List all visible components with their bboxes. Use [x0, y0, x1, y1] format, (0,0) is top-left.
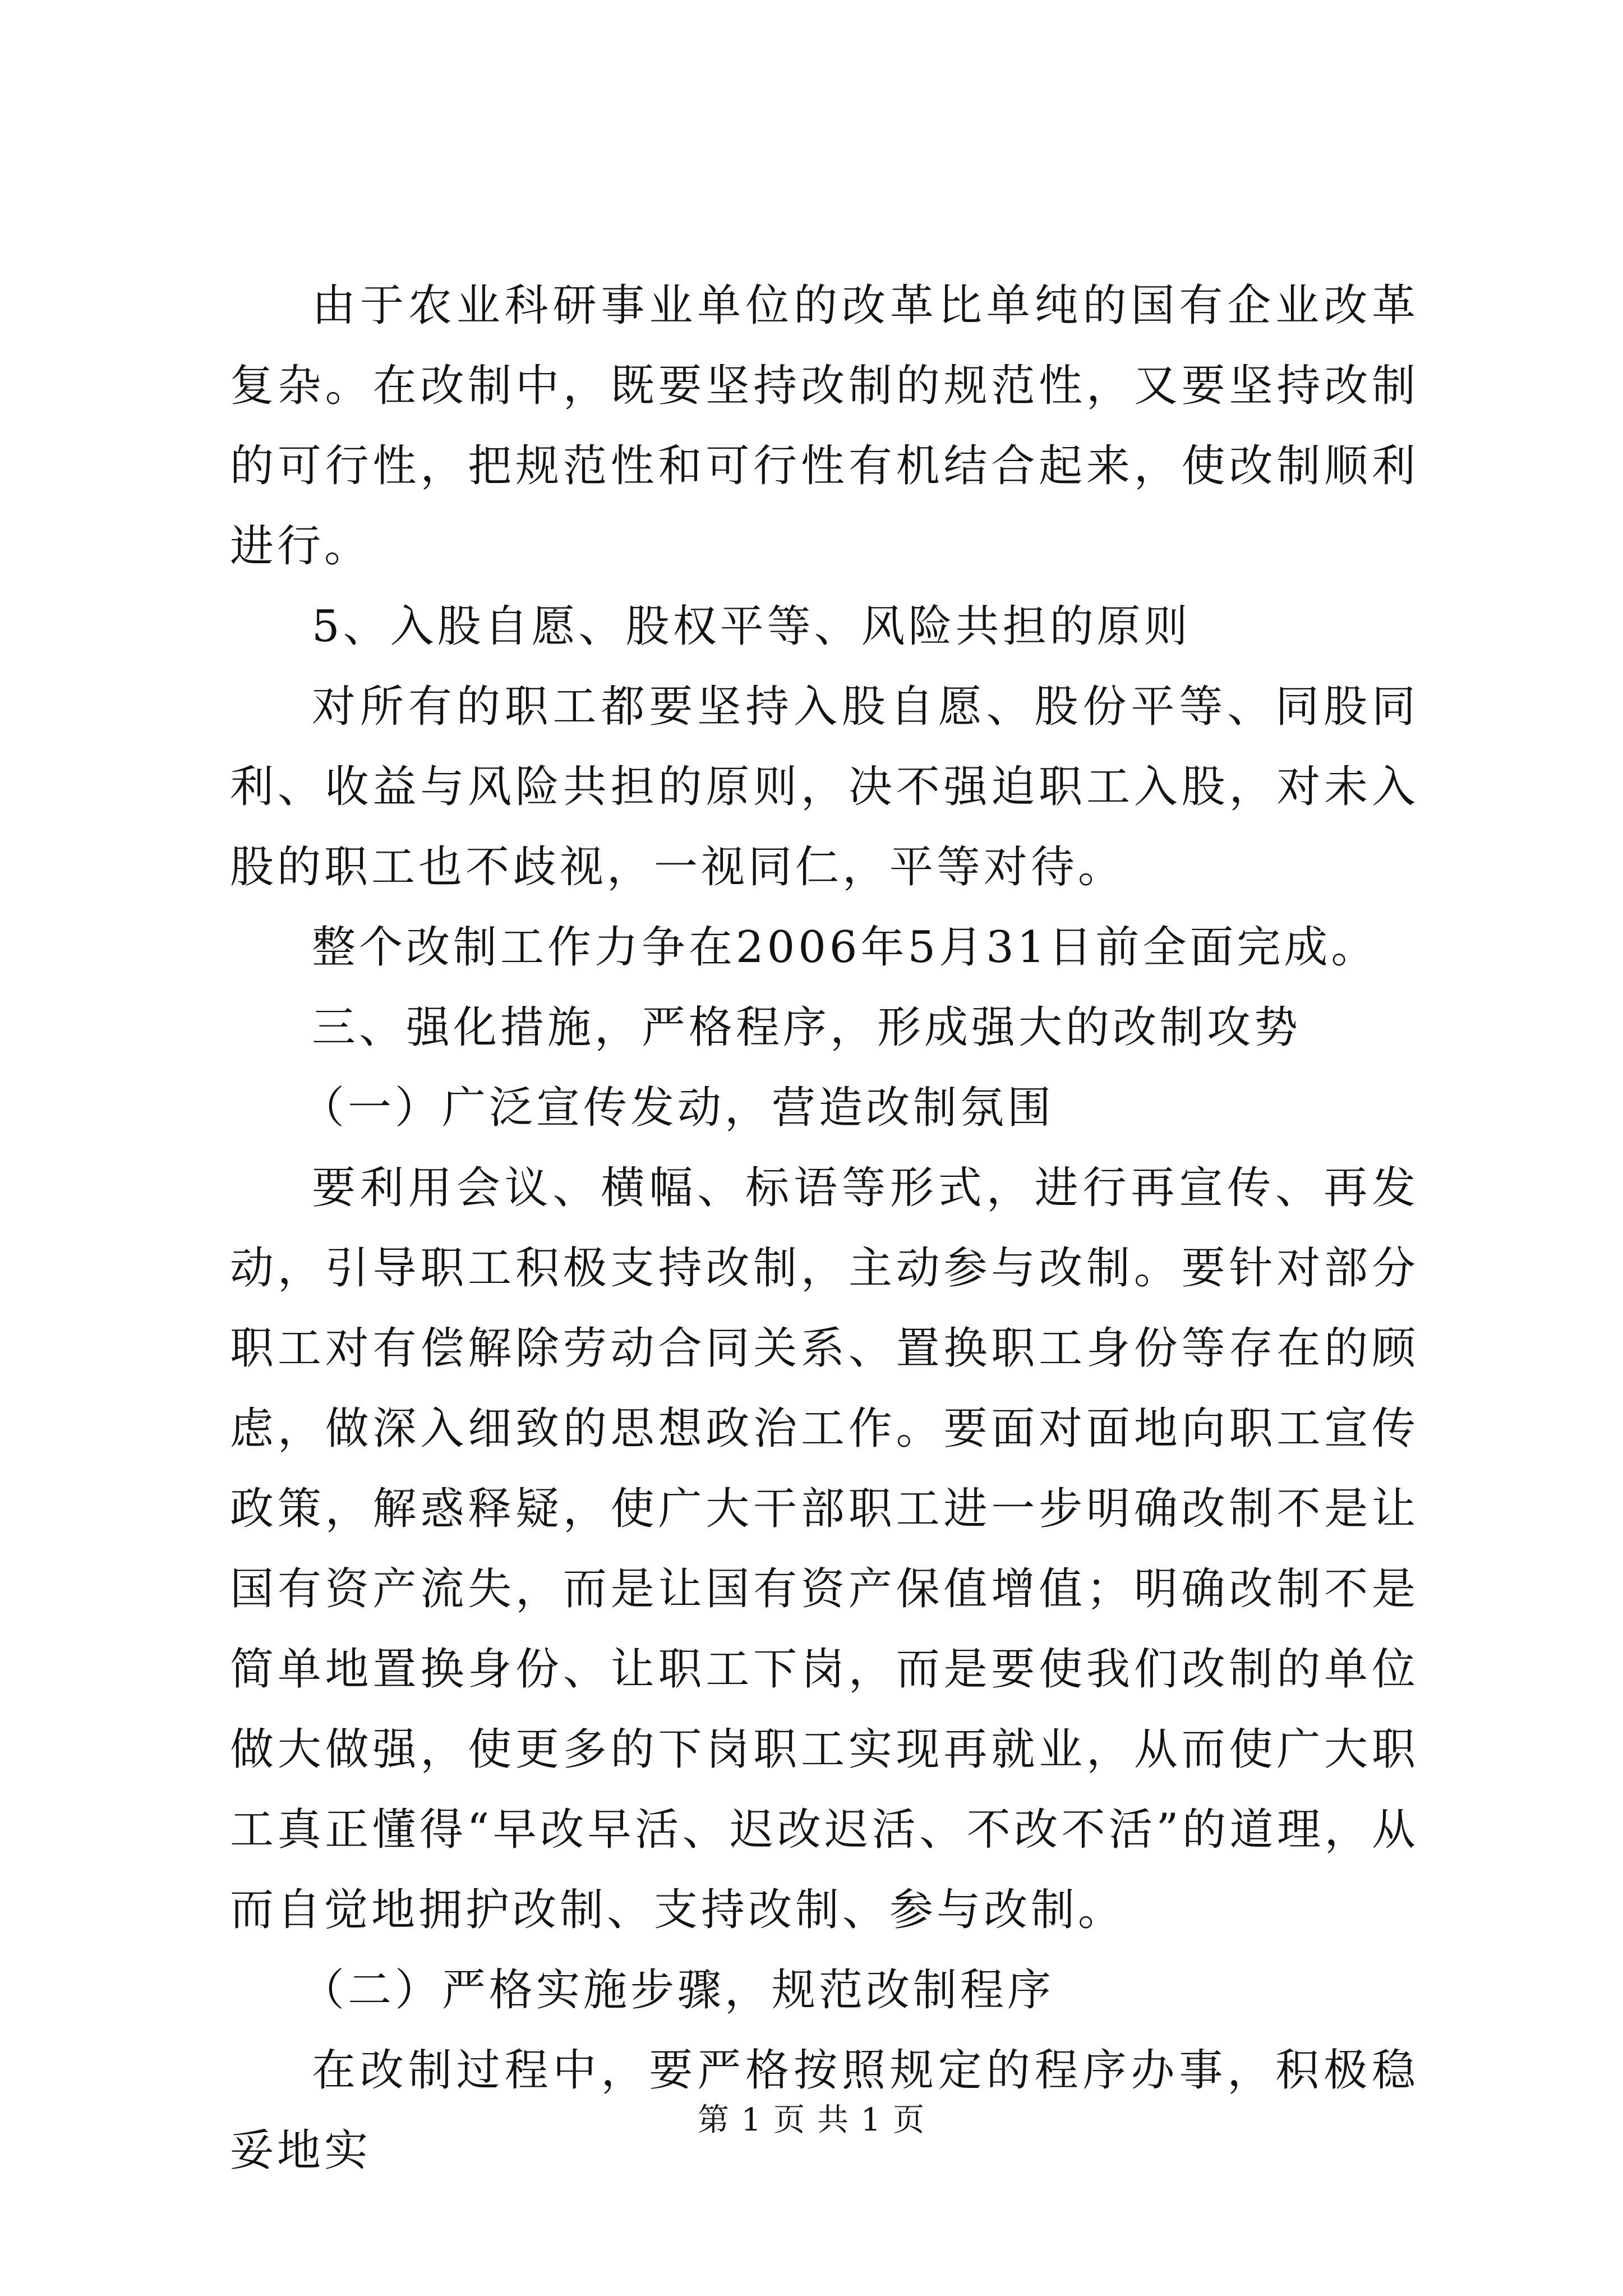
paragraph-voluntary-shares: 对所有的职工都要坚持入股自愿、股份平等、同股同利、收益与风险共担的原则，决不强迫职工入股，对未入股的职工也不歧视，一视同仁，平等对待。: [230, 682, 1419, 892]
paragraph-procedure: 在改制过程中，要严格按照规定的程序办事，积极稳妥地实: [230, 2045, 1419, 2176]
page-footer: 第 1 页 共 1 页: [697, 2102, 926, 2138]
principle-heading-5: 5、入股自愿、股权平等、风险共担的原则: [312, 601, 1191, 652]
subsection-heading-one: （一）广泛宣传发动，营造改制氛围: [301, 1083, 1055, 1133]
subsection-heading-two: （二）严格实施步骤，规范改制程序: [301, 1965, 1055, 2016]
paragraph-deadline: 整个改制工作力争在2006年5月31日前全面完成。: [312, 922, 1378, 973]
document-body: [230, 266, 1419, 2191]
paragraph-publicity: 要利用会议、横幅、标语等形式，进行再宣传、再发动，引导职工积极支持改制，主动参与改制。要针对部分职工对有偿解除劳动合同关系、置换职工身份等存在的顾虑，做深入细致的思想政治工作。要面对面地向职工宣传政策，解惑释疑，使广大干部职工进一步明确改制不是让国有资产流失，而是让国有资产保值增值；明确改制不是简单地置换身份、让职工下岗，而是要使我们改制的单位做大做强，使更多的下岗职工实现再就业，从而使广大职工真正懂得“早改早活、迟改迟活、不改不活”的道理，从而自觉地拥护改制、支持改制、参与改制。: [230, 1163, 1419, 1935]
section-heading-three: 三、强化措施，严格程序，形成强大的改制攻势: [312, 1002, 1302, 1053]
paragraph-reform-complexity: 由于农业科研事业单位的改革比单纯的国有企业改革复杂。在改制中，既要坚持改制的规范性，又要坚持改制的可行性，把规范性和可行性有机结合起来，使改制顺利进行。: [230, 280, 1419, 572]
